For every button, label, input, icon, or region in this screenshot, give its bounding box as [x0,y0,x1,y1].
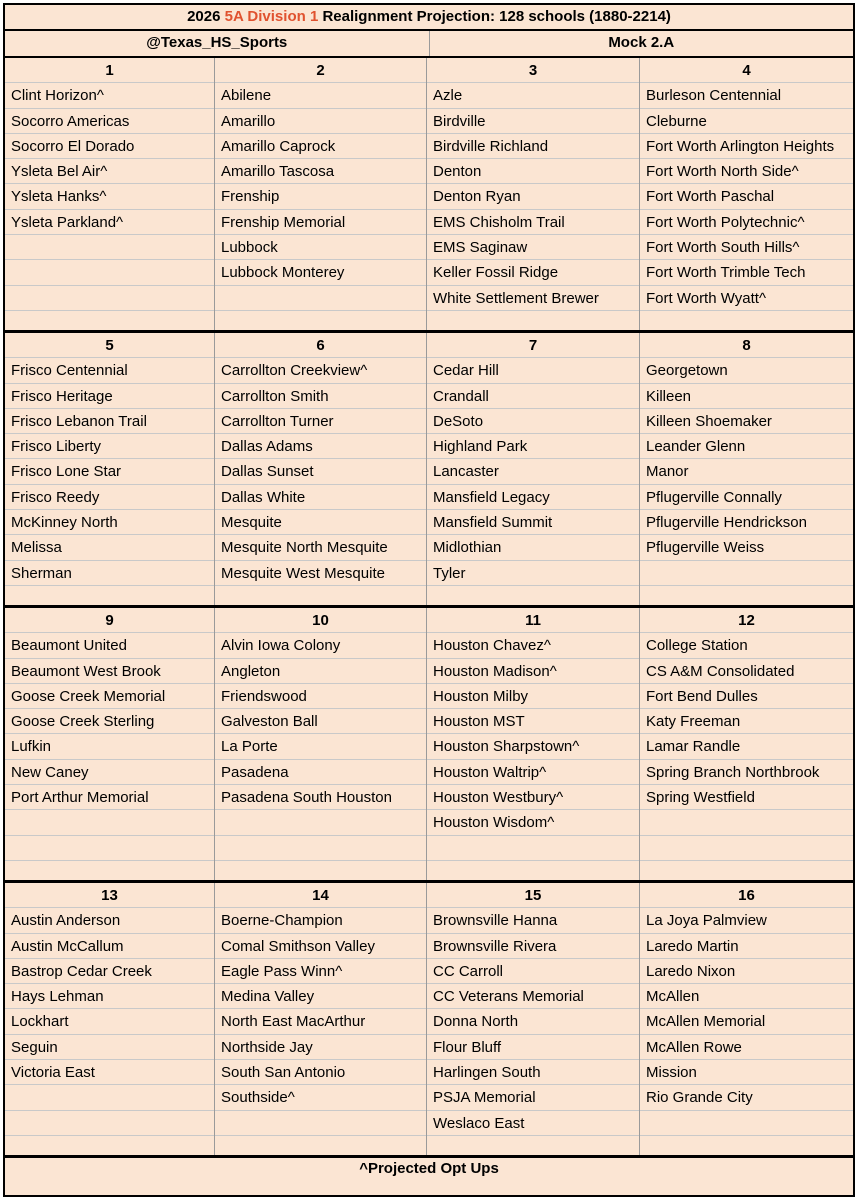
school-cell: Victoria East [5,1060,214,1085]
school-cell: Beaumont United [5,633,214,658]
school-cell: Seguin [5,1035,214,1060]
school-cell: Hays Lehman [5,984,214,1009]
district-block [5,883,853,1158]
school-cell: Rio Grande City [640,1085,853,1110]
school-cell: La Joya Palmview [640,908,853,933]
district-column [427,333,640,605]
empty-cell [215,286,426,311]
school-cell: Pasadena South Houston [215,785,426,810]
school-cell: New Caney [5,760,214,785]
school-cell: Mesquite West Mesquite [215,561,426,586]
school-cell: McAllen Memorial [640,1009,853,1034]
school-cell: Comal Smithson Valley [215,934,426,959]
school-cell: Azle [427,83,639,108]
school-cell: Keller Fossil Ridge [427,260,639,285]
school-cell: Northside Jay [215,1035,426,1060]
school-cell: Fort Worth Arlington Heights [640,134,853,159]
empty-cell [640,1136,853,1161]
school-cell: Crandall [427,384,639,409]
school-cell: PSJA Memorial [427,1085,639,1110]
author-handle: @Texas_HS_Sports [5,31,430,56]
school-cell: Frenship Memorial [215,210,426,235]
school-cell: Melissa [5,535,214,560]
school-cell: Goose Creek Sterling [5,709,214,734]
district-number: 1 [5,58,214,83]
school-cell: Port Arthur Memorial [5,785,214,810]
title-suffix: Realignment Projection: 128 schools (1880-2214) [318,8,671,25]
school-cell: Southside^ [215,1085,426,1110]
school-cell: Amarillo [215,109,426,134]
district-column [640,58,853,330]
school-cell: Mesquite [215,510,426,535]
district-number: 7 [427,333,639,358]
school-cell: Flour Bluff [427,1035,639,1060]
title-division: 5A Division 1 [224,8,319,25]
school-cell: Houston Chavez^ [427,633,639,658]
empty-cell [427,836,639,861]
school-cell: Weslaco East [427,1111,639,1136]
school-cell: Ysleta Hanks^ [5,184,214,209]
district-column [215,883,427,1155]
school-cell: Midlothian [427,535,639,560]
school-cell: Fort Worth Wyatt^ [640,286,853,311]
school-cell: Frisco Centennial [5,358,214,383]
district-number: 12 [640,608,853,633]
school-cell: Pasadena [215,760,426,785]
school-cell: Pflugerville Connally [640,485,853,510]
district-number: 6 [215,333,426,358]
district-column [215,333,427,605]
district-number: 11 [427,608,639,633]
district-column [427,608,640,880]
school-cell: Brownsville Rivera [427,934,639,959]
empty-cell [5,260,214,285]
school-cell: Lamar Randle [640,734,853,759]
school-cell: Galveston Ball [215,709,426,734]
footnote: ^Projected Opt Ups [359,1160,499,1177]
school-cell: Killeen [640,384,853,409]
school-cell: North East MacArthur [215,1009,426,1034]
district-number: 10 [215,608,426,633]
school-cell: Houston Wisdom^ [427,810,639,835]
school-cell: Spring Branch Northbrook [640,760,853,785]
empty-cell [5,1136,214,1161]
school-cell: Houston Westbury^ [427,785,639,810]
empty-cell [640,836,853,861]
school-cell: Carrollton Turner [215,409,426,434]
school-cell: Laredo Martin [640,934,853,959]
school-cell: McAllen Rowe [640,1035,853,1060]
school-cell: Leander Glenn [640,434,853,459]
school-cell: EMS Chisholm Trail [427,210,639,235]
district-number: 16 [640,883,853,908]
school-cell: Austin Anderson [5,908,214,933]
title-prefix: 2026 [187,8,225,25]
school-cell: Ysleta Bel Air^ [5,159,214,184]
subheader-row [5,31,853,58]
district-number: 3 [427,58,639,83]
school-cell: Fort Worth Paschal [640,184,853,209]
school-cell: Spring Westfield [640,785,853,810]
school-cell: Sherman [5,561,214,586]
district-number: 9 [5,608,214,633]
empty-cell [5,836,214,861]
school-cell: Dallas Sunset [215,459,426,484]
district-column [215,58,427,330]
empty-cell [5,1085,214,1110]
school-cell: Harlingen South [427,1060,639,1085]
school-cell: Killeen Shoemaker [640,409,853,434]
school-cell: Beaumont West Brook [5,659,214,684]
school-cell: Brownsville Hanna [427,908,639,933]
school-cell: Dallas White [215,485,426,510]
school-cell: Lubbock Monterey [215,260,426,285]
district-column [640,883,853,1155]
district-block [5,333,853,608]
school-cell: Mission [640,1060,853,1085]
school-cell: McAllen [640,984,853,1009]
school-cell: Boerne-Champion [215,908,426,933]
district-column [427,883,640,1155]
school-cell: Bastrop Cedar Creek [5,959,214,984]
empty-cell [215,836,426,861]
school-cell: McKinney North [5,510,214,535]
school-cell: Highland Park [427,434,639,459]
school-cell: Houston Waltrip^ [427,760,639,785]
realignment-table [3,3,855,1197]
empty-cell [5,286,214,311]
district-column [640,608,853,880]
district-column [5,883,215,1155]
school-cell: Frisco Lone Star [5,459,214,484]
school-cell: La Porte [215,734,426,759]
school-cell: Katy Freeman [640,709,853,734]
school-cell: Dallas Adams [215,434,426,459]
school-cell: Fort Worth Trimble Tech [640,260,853,285]
school-cell: Frenship [215,184,426,209]
school-cell: Clint Horizon^ [5,83,214,108]
district-column [640,333,853,605]
school-cell: Pflugerville Hendrickson [640,510,853,535]
school-cell: Houston Madison^ [427,659,639,684]
school-cell: Frisco Reedy [5,485,214,510]
school-cell: Georgetown [640,358,853,383]
school-cell: Socorro Americas [5,109,214,134]
district-column [5,333,215,605]
district-number: 15 [427,883,639,908]
school-cell: Amarillo Caprock [215,134,426,159]
school-cell: Cedar Hill [427,358,639,383]
school-cell: Mesquite North Mesquite [215,535,426,560]
school-cell: Medina Valley [215,984,426,1009]
district-block [5,58,853,333]
empty-cell [5,235,214,260]
school-cell: Laredo Nixon [640,959,853,984]
school-cell: Manor [640,459,853,484]
school-cell: Denton Ryan [427,184,639,209]
school-cell: Lancaster [427,459,639,484]
district-number: 14 [215,883,426,908]
school-cell: Frisco Liberty [5,434,214,459]
school-cell: Angleton [215,659,426,684]
school-cell: Houston MST [427,709,639,734]
district-number: 8 [640,333,853,358]
school-cell: CS A&M Consolidated [640,659,853,684]
school-cell: Tyler [427,561,639,586]
school-cell: Amarillo Tascosa [215,159,426,184]
school-cell: Birdville [427,109,639,134]
school-cell: Lufkin [5,734,214,759]
district-number: 5 [5,333,214,358]
school-cell: Fort Worth North Side^ [640,159,853,184]
school-cell: Mansfield Legacy [427,485,639,510]
empty-cell [215,810,426,835]
district-number: 2 [215,58,426,83]
school-cell: Frisco Heritage [5,384,214,409]
school-cell: Frisco Lebanon Trail [5,409,214,434]
district-column [427,58,640,330]
school-cell: Houston Sharpstown^ [427,734,639,759]
school-cell: Ysleta Parkland^ [5,210,214,235]
district-column [5,608,215,880]
school-cell: Eagle Pass Winn^ [215,959,426,984]
school-cell: Cleburne [640,109,853,134]
school-cell: South San Antonio [215,1060,426,1085]
school-cell: White Settlement Brewer [427,286,639,311]
school-cell: Donna North [427,1009,639,1034]
empty-cell [640,1111,853,1136]
school-cell: Denton [427,159,639,184]
school-cell: Houston Milby [427,684,639,709]
district-column [5,58,215,330]
school-cell: Fort Worth Polytechnic^ [640,210,853,235]
school-cell: Burleson Centennial [640,83,853,108]
empty-cell [640,561,853,586]
empty-cell [215,1111,426,1136]
school-cell: Carrollton Creekview^ [215,358,426,383]
empty-cell [5,810,214,835]
school-cell: CC Veterans Memorial [427,984,639,1009]
school-cell: Austin McCallum [5,934,214,959]
school-cell: Goose Creek Memorial [5,684,214,709]
school-cell: College Station [640,633,853,658]
school-cell: Lubbock [215,235,426,260]
school-cell: Fort Bend Dulles [640,684,853,709]
school-cell: Birdville Richland [427,134,639,159]
school-cell: Pflugerville Weiss [640,535,853,560]
empty-cell [640,810,853,835]
school-cell: CC Carroll [427,959,639,984]
school-cell: Abilene [215,83,426,108]
school-cell: Lockhart [5,1009,214,1034]
district-number: 4 [640,58,853,83]
school-cell: Socorro El Dorado [5,134,214,159]
school-cell: Fort Worth South Hills^ [640,235,853,260]
district-grid [5,58,853,1158]
school-cell: DeSoto [427,409,639,434]
school-cell: Friendswood [215,684,426,709]
district-column [215,608,427,880]
school-cell: EMS Saginaw [427,235,639,260]
mock-version: Mock 2.A [608,34,675,51]
table-title [5,5,853,31]
school-cell: Mansfield Summit [427,510,639,535]
district-number: 13 [5,883,214,908]
empty-cell [5,1111,214,1136]
school-cell: Alvin Iowa Colony [215,633,426,658]
school-cell: Carrollton Smith [215,384,426,409]
district-block [5,608,853,883]
